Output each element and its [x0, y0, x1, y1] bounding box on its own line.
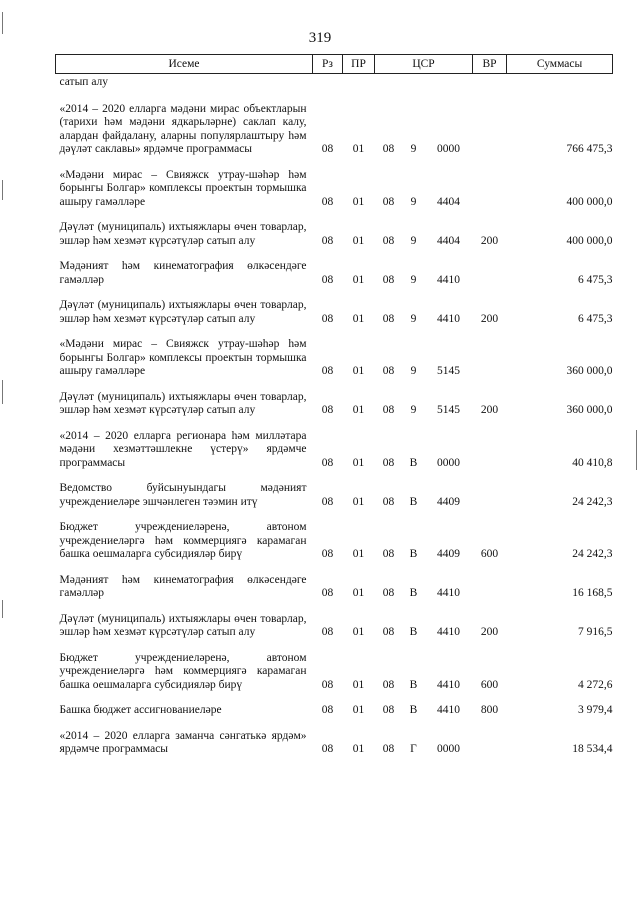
table-row: [56, 160, 613, 213]
cell-csr1: 08: [382, 456, 395, 469]
cell-sum: 7 916,5: [578, 626, 613, 638]
cell-rz: 08: [321, 234, 334, 247]
cell-csr2: В: [409, 678, 418, 691]
cell-csr1: 08: [382, 273, 395, 286]
cell-vr: [473, 565, 507, 604]
cell-rz: 08: [321, 495, 334, 508]
cell-pr: [343, 74, 375, 94]
cell-pr: 01: [352, 234, 365, 247]
cell-csr3: 4409: [437, 495, 461, 508]
table-row: [56, 473, 613, 512]
cell-sum: 360 000,0: [566, 365, 613, 377]
cell-sum: 6 475,3: [578, 312, 613, 325]
cell-rz: 08: [321, 587, 334, 599]
cell-csr2: В: [409, 587, 418, 599]
cell-rz: [313, 74, 343, 94]
cell-csr2: 9: [410, 273, 417, 286]
table-row: [56, 604, 613, 643]
table-row: [56, 695, 613, 721]
cell-csr2: В: [409, 626, 418, 638]
cell-sum: [507, 74, 613, 94]
table-row: [56, 212, 613, 251]
table-row: [56, 512, 613, 565]
cell-pr: 01: [352, 626, 365, 638]
cell-vr: [473, 251, 507, 290]
page-number: 319: [308, 30, 332, 46]
cell-name: «Мәдәни мирас – Свияжск утрау-шәһәр һәм борынгы Болгар» комплексы проектын тормышка ашыру гамәлләре: [59, 168, 307, 208]
cell-rz: 08: [321, 404, 334, 416]
cell-csr3: 4410: [437, 273, 461, 286]
table-header: [56, 55, 613, 74]
header-pr: ПР: [343, 55, 375, 74]
cell-csr1: [375, 74, 403, 94]
cell-vr: 600: [480, 678, 499, 691]
cell-csr3: 4410: [437, 626, 461, 638]
header-csr: ЦСР: [375, 55, 473, 74]
cell-csr3: 0000: [437, 143, 461, 155]
cell-csr1: 08: [382, 312, 395, 325]
header-rz: Рз: [313, 55, 343, 74]
table-row: [56, 721, 613, 760]
cell-name: Дәүләт (муниципаль) ихтыяжлары өчен товарлар, эшләр һәм хезмәт күрсәтүләр сатып алу: [59, 390, 307, 416]
cell-csr3: 4409: [437, 548, 461, 560]
cell-name: Дәүләт (муниципаль) ихтыяжлары өчен товарлар, эшләр һәм хезмәт күрсәтүләр сатып алу: [59, 221, 307, 247]
cell-pr: 01: [352, 273, 365, 286]
cell-pr: 01: [352, 704, 365, 716]
table-body: [56, 74, 613, 760]
cell-pr: 01: [352, 743, 365, 755]
cell-csr3: [425, 74, 473, 94]
cell-name: «2014 – 2020 елларга регионара һәм милләтара мәдәни хезмәттәшлекне үстерү» ярдәмче программасы: [59, 429, 307, 469]
cell-vr: 200: [480, 312, 499, 325]
cell-sum: 400 000,0: [566, 234, 613, 247]
cell-csr1: 08: [382, 678, 395, 691]
cell-csr1: 08: [382, 404, 395, 416]
cell-name: «2014 – 2020 елларга мәдәни мирас объектларын (тарихи һәм мәдәни ядкарьләрне) саклап калу, алардан файдалану, аларны популярлаштыру һәм дәүләт саклавы» ярдәмче программасы: [59, 102, 307, 155]
cell-rz: 08: [321, 273, 334, 286]
cell-vr: [473, 74, 507, 94]
table-row: [56, 74, 613, 94]
cell-sum: 3 979,4: [578, 704, 613, 716]
left-edge-mark: [2, 600, 3, 618]
cell-name: Дәүләт (муниципаль) ихтыяжлары өчен товарлар, эшләр һәм хезмәт күрсәтүләр сатып алу: [59, 612, 307, 638]
cell-csr2: В: [409, 704, 418, 716]
cell-sum: 24 242,3: [572, 548, 613, 560]
left-edge-mark: [2, 180, 3, 200]
cell-csr2: 9: [410, 312, 417, 325]
table-row: [56, 382, 613, 421]
cell-csr2: 9: [410, 234, 417, 247]
cell-sum: 40 410,8: [572, 456, 613, 469]
cell-rz: 08: [321, 195, 334, 208]
cell-rz: 08: [321, 143, 334, 155]
cell-sum: 6 475,3: [578, 273, 613, 286]
cell-csr2: 9: [410, 195, 417, 208]
budget-table: [55, 54, 613, 760]
cell-csr3: 0000: [437, 743, 461, 755]
cell-name: сатып алу: [59, 76, 109, 88]
cell-name: «2014 – 2020 елларга заманча сәнгатькә ярдәм» ярдәмче программасы: [59, 729, 307, 755]
cell-csr3: 4410: [437, 587, 461, 599]
cell-rz: 08: [321, 456, 334, 469]
cell-csr1: 08: [382, 234, 395, 247]
cell-rz: 08: [321, 365, 334, 377]
cell-vr: [473, 160, 507, 213]
cell-name: Дәүләт (муниципаль) ихтыяжлары өчен товарлар, эшләр һәм хезмәт күрсәтүләр сатып алу: [59, 299, 307, 325]
cell-csr3: 5145: [437, 365, 461, 377]
cell-rz: 08: [321, 626, 334, 638]
cell-sum: 4 272,6: [578, 678, 613, 691]
cell-csr3: 4404: [437, 195, 461, 208]
cell-pr: 01: [352, 495, 365, 508]
cell-rz: 08: [321, 312, 334, 325]
cell-sum: 360 000,0: [566, 404, 613, 416]
cell-vr: [473, 94, 507, 160]
table-row: [56, 251, 613, 290]
left-edge-mark: [2, 12, 3, 34]
cell-csr1: 08: [382, 587, 395, 599]
cell-sum: 18 534,4: [572, 743, 613, 755]
cell-vr: [473, 721, 507, 760]
cell-csr3: 5145: [437, 404, 461, 416]
cell-csr1: 08: [382, 548, 395, 560]
cell-csr2: 9: [410, 365, 417, 377]
cell-rz: 08: [321, 548, 334, 560]
cell-pr: 01: [352, 456, 365, 469]
cell-csr2: В: [409, 456, 418, 469]
left-edge-mark: [2, 380, 3, 404]
cell-csr1: 08: [382, 704, 395, 716]
cell-csr2: [403, 74, 425, 94]
cell-pr: 01: [352, 312, 365, 325]
cell-csr3: 4410: [437, 678, 461, 691]
cell-vr: 600: [480, 548, 499, 560]
table-row: [56, 94, 613, 160]
cell-vr: 200: [480, 234, 499, 247]
table-row: [56, 643, 613, 696]
table-row: [56, 329, 613, 382]
cell-sum: 24 242,3: [572, 495, 613, 508]
cell-csr1: 08: [382, 626, 395, 638]
cell-rz: 08: [321, 678, 334, 691]
cell-csr1: 08: [382, 195, 395, 208]
cell-vr: 800: [480, 704, 499, 716]
cell-csr3: 0000: [437, 456, 461, 469]
cell-name: Ведомство буйсынуындагы мәдәният учреждениеләре эшчәнлеген тәэмин итү: [59, 482, 307, 508]
header-name: Исеме: [56, 55, 313, 74]
cell-vr: 200: [480, 404, 499, 416]
cell-pr: 01: [352, 365, 365, 377]
cell-csr2: 9: [410, 404, 417, 416]
cell-csr1: 08: [382, 365, 395, 377]
cell-pr: 01: [352, 143, 365, 155]
cell-sum: 766 475,3: [566, 143, 613, 155]
right-edge-mark: [636, 430, 637, 470]
cell-vr: [473, 473, 507, 512]
cell-name: «Мәдәни мирас – Свияжск утрау-шәһәр һәм борынгы Болгар» комплексы проектын тормышка ашыру гамәлләре: [59, 338, 307, 377]
header-sum: Суммасы: [507, 55, 613, 74]
cell-csr2: 9: [410, 143, 417, 155]
header-vr: ВР: [473, 55, 507, 74]
cell-name: Бюджет учреждениеләренә, автоном учреждениеләргә һәм коммерциягә карамаган башка оешмаларга субсидияләр бирү: [59, 651, 307, 691]
cell-csr3: 4410: [437, 312, 461, 325]
cell-pr: 01: [352, 587, 365, 599]
cell-vr: [473, 421, 507, 474]
table-row: [56, 290, 613, 329]
cell-sum: 16 168,5: [572, 587, 613, 599]
cell-csr2: Г: [410, 743, 417, 755]
cell-sum: 400 000,0: [566, 195, 613, 208]
cell-csr3: 4410: [437, 704, 461, 716]
cell-pr: 01: [352, 678, 365, 691]
cell-name: Мәдәният һәм кинематография өлкәсендәге гамәлләр: [59, 260, 307, 286]
cell-csr3: 4404: [437, 234, 461, 247]
table-row: [56, 565, 613, 604]
cell-csr1: 08: [382, 743, 395, 755]
cell-rz: 08: [321, 743, 334, 755]
cell-name: Бюджет учреждениеләренә, автоном учреждениеләргә һәм коммерциягә карамаган башка оешмаларга субсидияләр бирү: [59, 521, 307, 560]
cell-csr1: 08: [382, 143, 395, 155]
cell-rz: 08: [321, 704, 334, 716]
cell-csr2: В: [409, 495, 418, 508]
cell-pr: 01: [352, 404, 365, 416]
cell-csr2: В: [409, 548, 418, 560]
cell-vr: 200: [480, 626, 499, 638]
cell-pr: 01: [352, 195, 365, 208]
table-row: [56, 421, 613, 474]
cell-vr: [473, 329, 507, 382]
cell-name: Мәдәният һәм кинематография өлкәсендәге гамәлләр: [59, 573, 307, 599]
cell-csr1: 08: [382, 495, 395, 508]
cell-name: Башка бюджет ассигнованиеләре: [59, 704, 222, 716]
cell-pr: 01: [352, 548, 365, 560]
